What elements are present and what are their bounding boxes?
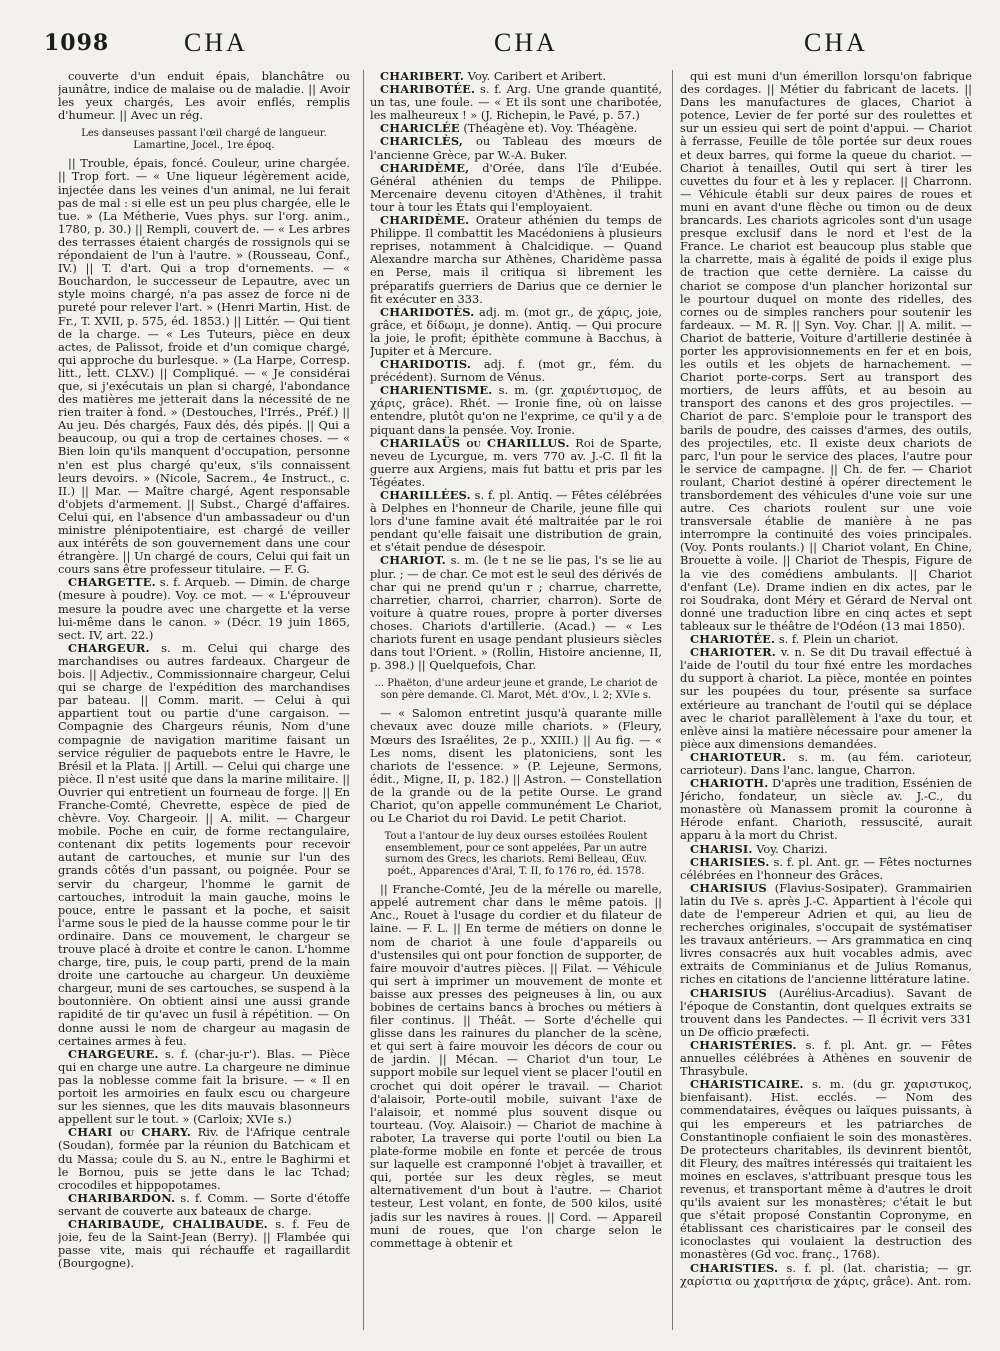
entry [58,157,350,576]
headword: CHARIOTEUR. [690,749,787,764]
entry [58,70,350,122]
entry-text: D'après une tradition, Essénien de Jéricho, fondateur, un siècle av. J.-C., du monastère où Manassem promit la couronne à Hérode enfant. Charioth, ressuscité, aurait apparu à la mort du Christ. [680,776,972,843]
entry [370,554,662,672]
page-header [44,22,960,62]
headword: CHARGETTE. [68,575,156,590]
running-head-left: CHA [184,28,248,57]
page-number: 1098 [44,30,110,56]
entry-text: ou Tableau des mœurs de l'ancienne Grèce, par W.-A. Buker. [370,134,662,162]
entry [370,306,662,358]
entry [58,1192,350,1218]
entry-text: (Flavius-Sosipater). Grammairien latin du IVe s. après J.-C. Appartient à l'école qui date de l'empereur Adrien et qui, au lieu de recherches originales, s'occupait de systématiser les travaux antérieurs. — Ars grammatica en cinq livres consacrés aux huit vocables admis, avec extraits de Comminianus et de Julius Romanus, riches en citations de l'ancienne littérature latine. [680,880,972,987]
entry [58,1048,350,1127]
running-head-right: CHA [804,28,868,57]
headword: CHARI ou CHARY. [68,1125,191,1140]
entry-text: Tout a l'antour de luy deux ourses estoilées Roulent ensemblement, pour ce sont appelées, Par un autre surnom des Grecs, les chariots. Remi Belleau, Œuv. poét., Apparences d'Aral, T. II, fo 176 ro, éd. 1578. [384,831,648,877]
headword: CHARILLÉES. [380,488,471,502]
headword: CHARISTÉRIES. [690,1037,797,1052]
entry-text: d'Orée, dans l'île d'Eubée. Général athénien du temps de Philippe. Mercenaire devenu citoyen d'Athènes, il trahit tour à tour les États qui l'employaient. [370,160,662,214]
entry-text: qui est muni d'un émerillon lorsqu'on fabrique des cordages. || Métier du fabricant de lacets. || Dans les manufactures de glaces, Chariot à potence, Levier de fer porté sur des roulettes et sur un essieu qui sert de point d'appui. — Chariot à ferrasse, Feuille de tôle portée sur deux roues et deux barres, qui forme la queue du chariot. — Chariot à tenailles, Outil qui sert à tirer les cuvettes du four et à les y replacer. || Charronn. — Véhicule établi sur deux paires de roues et muni en avant d'une flèche ou timon ou de deux brancards. Les chariots agricoles sont d'un usage presque exclusif dans le nord et l'est de la France. Le chariot est beaucoup plus stable que la charrette, mais à égalité de poids il exige plus de traction que cette dernière. La caisse du chariot se compose d'un plancher horizontal sur le pourtour duquel on monte des ridelles, des cornes ou de simples ranchers pour soutenir les fardeaux. — M. R. || Syn. Voy. Char. || A. milit. — Chariot de batterie, Voiture d'artillerie destinée à porter les approvisionnements en fer et en bois, les outils et les objets de harnachement. — Chariot porte-corps. Sert au transport des mortiers, de leurs affûts, et au besoin au transport des canons et des gros projectiles. — Chariot de parc. S'emploie pour le transport des barils de poudre, des caisses d'armes, des outils, des projectiles, etc. Il existe deux chariots de parc, l'un pour le service des places, l'autre pour le service de campagne. || Ch. de fer. — Chariot roulant, Chariot destiné à opérer directement le transbordement des véhicules d'une voie sur une autre. Ces chariots roulent sur une voie transversale établie de manière à ne pas interrompre la continuité des voies principales. (Voy. Ponts roulants.) || Chariot volant, En Chine, Brouette à voile. || Chariot de Thespis, Figure de la vie des comédiens ambulants. || Chariot d'enfant (Le). Drame indien en dix actes, par le roi Soudraka, dont Méry et Gérard de Nerval ont donné une traduction libre en cinq actes et sept tableaux sur le théâtre de l'Odéon (13 mai 1850). [680,70,972,633]
headword: CHARIBARDON. [68,1190,176,1205]
entry-text: (Aurélius-Arcadius). Savant de l'époque de Constantin, dont quelques extraits se trouvent dans les Pandectes. — Il écrivit vers 331 un De officio præfecti. [680,985,972,1039]
headword: CHARIDOTÈS. [380,304,475,319]
entry [370,437,662,489]
headword: CHARISTIES. [690,1260,779,1275]
headword: CHARIOT. [380,553,446,568]
entry-text: Les danseuses passant l'œil chargé de langueur. Lamartine, Jocel., 1re époq. [81,128,327,151]
column-1 [58,70,350,1340]
entry [58,1126,350,1191]
entry-text: || Franche-Comté, Jeu de la mérelle ou marelle, appelé autrement char dans le même patois. || Anc., Rouet à l'usage du cordier et du filateur de laine. — F. L. || En terme de métiers on donne le nom de chariot à une foule d'appareils ou d'ustensiles qui ont pour fonction de supporter, de faire mouvoir d'autres pièces. || Filat. — Véhicule qui sert à imprimer un mouvement de monte et baisse aux presses des peigneuses à lin, ou aux bobines de certains bancs à broches ou métiers à filer continus. || Théât. — Sorte d'échelle qui glisse dans les rainures du plancher de la scène, et qui sert à faire mouvoir les décors de cour ou de jardin. || Mécan. — Chariot d'un tour, Le support mobile sur lequel vient se placer l'outil en crochet qui doit opérer le travail. — Chariot d'alaisoir, Porte-outil mobile, suivant l'axe de l'alaisoir, et nommé plus souvent disque ou tourteau. (Voy. Alaisoir.) — Chariot de machine à raboter, La traverse qui porte l'outil ou bien La plate-forme mobile en fonte et percée de trous sur laquelle est cramponné l'objet à travailler, et qui, portée sur les deux règles, se meut alternativement d'un bout à l'autre. — Chariot testeur, Lest volant, en fonte, de 500 kilos, usité jadis sur les navires à roues. || Cord. — Appareil muni de roues, que l'on charge selon le commettage à obtenir et [370,882,662,1250]
headword: CHARIDOTIS. [380,357,472,372]
entry-text: (Théagène et). Voy. Théagène. [463,121,638,136]
headword: CHARIDÈME. [380,213,470,228]
headword: CHARISIUS [690,880,767,895]
citation [370,678,662,701]
dictionary-columns [58,70,972,1340]
entry-text: s. m. (le t ne se lie pas, l's se lie au plur. ; — de char. Ce mot est le seul des dérivés de char qui ne prend qu'un r ; charrue, charrette, charretier, charroi, charrier, charron). Sorte de voiture à quatre roues, propre à porter diverses choses. Chariots d'artillerie. (Acad.) — « Les chariots furent en usage pendant plusieurs siècles dans tout l'Orient. » (Rollin, Histoire ancienne, II, p. 398.) || Quelquefois, Char. [370,553,662,673]
entry [680,70,972,633]
headword: CHARGEUR. [68,640,150,655]
entry-text: s. m. Celui qui charge des marchandises ou autres fardeaux. Chargeur de bois. || Adjectiv., Commissionnaire chargeur, Celui qui se charge de l'expédition des marchandises par bateau. || Comm. marit. — Celui à qui appartient tout ou partie d'une cargaison. — Compagnie des Chargeurs réunis, Nom d'une compagnie de navigation maritime faisant un service régulier de paquebots entre le Havre, le Brésil et la Plata. || Artill. — Celui qui charge une pièce. Il n'est usité que dans la marine militaire. || Ouvrier qui entretient un fourneau de forge. || En Franche-Comté, Chevrette, espèce de pied de chèvre. Voy. Chargeoir. || A. milit. — Chargeur mobile. Poche en cuir, de forme rectangulaire, contenant dix petits logements pour recevoir autant de cartouches, et munie sur l'un des grands côtés d'un passant, ou poignée. Pour se servir du chargeur, l'homme le garnit de cartouches, introduit la main gauche, moins le pouce, entre le passant et la poche, et saisit l'arme sous le pied de la hausse comme pour le tir ordinaire. Dans ce mouvement, le chargeur se trouve placé à droite et contre le canon. L'homme charge, tire, puis, le coup parti, prend de la main droite une cartouche au chargeur. Un deuxième chargeur, muni de ses cartouches, se suspend à la boutonnière. On obtient ainsi une aussi grande rapidité de tir qu'avec un fusil à répétition. — On donne aussi le nom de chargeur au magasin de certaines armes à feu. [58,640,350,1048]
headword: CHARIENTISME. [380,383,493,398]
headword: CHARIOTER. [690,645,776,660]
entry-text: couverte d'un enduit épais, blanchâtre ou jaunâtre, indice de malaise ou de maladie. || Avoir les yeux chargés, Les avoir enflés, remplis d'humeur. || Avec un rég. [58,70,350,123]
entry [58,1218,350,1270]
entry [370,707,662,825]
entry-text: adj. f. (mot gr., fém. du précédent). Surnom de Vénus. [370,357,662,385]
entry-text: s. f. Feu de joie, feu de la Saint-Jean (Berry). || Flambée qui passe vite, mais qui réchauffe et ragaillardit (Bourgogne). [58,1216,350,1271]
column-3 [680,70,972,1340]
entry-text: s. f. (char-ju-r'). Blas. — Pièce qui en charge une autre. La chargeure ne diminue pas la noblesse comme fait la brisure. — « Il en portoit les armoiries en faulx escu ou chargeure sur les siennes, que les dits mauvais blasonneurs appellent sur le tout. » (Carloix; XVIe s.) [58,1046,350,1127]
entry-text: adj. m. (mot gr., de χάρις, joie, grâce, et δίδωμι, je donne). Antiq. — Qui procure la joie, le profit; épithète commune à Bacchus, à Jupiter et à Mercure. [370,304,662,358]
entry-text: s. m. (du gr. χαριστικος, bienfaisant). Hist. ecclés. — Nom des commendataires, évêques ou laïques puissants, à qui les empereurs et les patriarches de Constantinople confiaient le soin des monastères. De protecteurs charitables, ils devinrent bientôt, dit Fleury, des maîtres intéressés qui traitaient les moines en esclaves, s'attribuant presque tous les revenus, et transportant même à d'autres le droit qu'ils avaient sur les monastères; c'était le but que s'était proposé Constantin Copronyme, en établissant ces charisticaires par le conseil des iconoclastes qui voulaient la destruction des monastères (Gd voc. franç., 1768). [680,1077,972,1262]
entry-text: s. f. Plein un chariot. [778,632,899,647]
headword: CHARISIUS [690,985,767,1000]
entry-text: || Trouble, épais, foncé. Couleur, urine chargée. || Trop fort. — « Une liqueur légèrement acide, injectée dans les veines d'un animal, ne lui ferait pas de mal : si elle est un peu plus chargée, elle le tue. » (La Métherie, Vues phys. sur l'org. anim., 1780, p. 30.) || Rempli, couvert de. — « Les arbres des terrasses étaient chargés de rossignols qui se répondaient de l'un à l'autre. » (Rousseau, Conf., IV.) || T. d'art. Qui a trop d'ornements. — « Bouchardon, le successeur de Lepautre, avec un style moins chargé, n'a pas assez de force ni de pureté pour relever l'art. » (Henri Martin, Hist. de Fr., T. XVII, p. 575, éd. 1853.) || Littér. — Qui tient de la charge. — « Les Tuteurs, pièce en deux actes, de Palissot, froide et d'un comique chargé, qui approche du burlesque. » (La Harpe, Corresp. litt., lett. CLXV.) || Compliqué. — « Je considérai que, si j'exécutais un plan si chargé, l'abondance des matières me jetterait dans la nécessité de ne rien traiter à fond. » (Destouches, l'Irrés., Préf.) || Au jeu. Dés chargés, Faux dés, dés pipés. || Qui a beaucoup, ou qui a trop de certaines choses. — « Bien loin qu'ils manquent d'occupation, personne n'en est plus chargé qu'eux, s'ils connaissent leurs devoirs. » (Nicole, Sacrem., 4e Instruct., c. II.) || Mar. — Maître chargé, Agent responsable d'objets d'armement. || Subst., Chargé d'affaires. Celui qui, en l'absence d'un ambassadeur ou d'un ministre plénipotentiaire, est chargé de veiller aux intérêts de son gouvernement dans une cour étrangère. || Un chargé de cours, Celui qui fait un cours sans être professeur titulaire. — F. G. [58,156,350,577]
entry-text: Orateur athénien du temps de Philippe. Il combattit les Macédoniens à plusieurs reprises, notamment à Chalcidique. — Quand Alexandre marcha sur Athènes, Charidème passa en Perse, mais il critiqua si librement les préparatifs guerriers de Darius que ce dernier le fit exécuter en 333. [370,213,662,306]
entry [680,1078,972,1261]
headword: CHARIOTH. [690,776,769,791]
headword: CHARILAÜS ou CHARILLUS. [380,435,570,450]
headword: CHARISI. [690,841,753,856]
entry [680,751,972,777]
headword: CHARIDÈME, [380,160,470,175]
entry [680,777,972,842]
entry [680,1262,972,1288]
headword: CHARISTICAIRE. [690,1077,804,1092]
entry [370,214,662,306]
entry [370,883,662,1250]
headword: CHARIBAUDE, CHALIBAUDE. [68,1216,268,1231]
headword: CHARICLÉE [380,121,460,136]
entry-text: s. f. pl. Antiq. — Fêtes célébrées à Delphes en l'honneur de Charile, jeune fille qui lors d'une famine avait été maltraitée par le roi pendant qu'elle faisait une distribution de grain, et s'était pendue de désespoir. [370,488,662,555]
entry [370,162,662,214]
entry [370,83,662,122]
citation [58,128,350,151]
entry-text: s. f. pl. Ant. gr. — Fêtes nocturnes célébrées en l'honneur des Grâces. [680,854,972,882]
entry-text: s. f. Arg. Une grande quantité, un tas, une foule. — « Et ils sont une charibotée, les malheureux ! » (J. Richepin, le Pavé, p. 57.) [370,82,662,123]
headword: CHARISIES. [690,854,770,869]
column-2 [370,70,662,1340]
headword: CHARGEURE. [68,1046,159,1061]
entry [370,135,662,161]
entry-text: ... Phaëton, d'une ardeur jeune et grande, Le chariot de son père demande. Cl. Marot, Mét. d'Ov., l. 2; XVIe s. [374,678,658,701]
entry [58,642,350,1048]
entry-text: s. m. (gr. χαριέντισμος, de χάρις, grâce). Rhét. — Ironie fine, où on laisse entendre, plutôt qu'on ne l'exprime, ce qu'il y a de piquant dans la pensée. Voy. Ironie. [370,383,662,437]
headword: CHARIBERT. [380,70,465,83]
entry [370,384,662,436]
entry-text: Voy. Charizi. [756,841,828,856]
headword: CHARICLÈS, [380,134,464,149]
entry-text: v. n. Se dit Du travail effectué à l'aide de l'outil du tour fixé entre les mordaches du support à chariot. La pièce, montée en pointes sur les poupées du tour, présente sa surface extérieure au tranchant de l'outil qui se déplace avec le chariot parallèlement à l'axe du tour, et enlève ainsi la matière nécessaire pour amener la pièce aux dimensions demandées. [680,645,972,751]
entry [680,646,972,751]
entry [370,358,662,384]
running-head-center: CHA [494,28,558,57]
entry-text: Roi de Sparte, neveu de Lycurgue, m. vers 770 av. J.-C. Il fit la guerre aux Argiens, mais fut battu et pris par les Tégéates. [370,435,662,489]
entry [680,856,972,882]
entry-text: s. f. pl. (lat. charistia; — gr. χαρίστια ou χαριτήσια de χάρις, grâce). Ant. rom. [680,1260,972,1288]
entry [680,882,972,987]
entry [370,489,662,554]
entry-text: — « Salomon entretint jusqu'à quarante mille chevaux avec douze mille chariots. » (Fleury, Mœurs des Israélites, 2e p., XXIII.) || Au fig. — « Les noms, disent les platoniciens, sont les chariots de l'essence. » (P. Lejeune, Sermons, édit., Migne, II, p. 182.) || Astron. — Constellation de la grande ou de la petite Ourse. Le grand Chariot, qu'on appelle communément Le Chariot, ou Le Chariot du roi David. Le petit Chariot. [370,706,662,826]
entry [680,1039,972,1078]
entry-text: s. f. pl. Ant. gr. — Fêtes annuelles célébrées à Athènes en souvenir de Thrasybule. [680,1037,972,1079]
citation [370,831,662,877]
headword: CHARIBOTÉE. [380,82,476,97]
entry-text: Voy. Caribert et Aribert. [467,70,607,83]
entry-text: s. f. Comm. — Sorte d'étoffe servant de couverte aux bateaux de charge. [58,1190,350,1218]
entry-text: s. m. (au fém. carioteur, carrioteur). Dans l'anc. langue, Charron. [680,749,972,777]
headword: CHARIOTÉE. [690,632,776,647]
entry-text: s. f. Arqueb. — Dimin. de charge (mesure à poudre). Voy. ce mot. — « L'éprouveur mesure la poudre avec une chargette et la verse lui-même dans le canon. » (Décr. 19 juin 1865, sect. IV, art. 22.) [58,575,350,642]
entry [680,987,972,1039]
entry-text: Riv. de l'Afrique centrale (Soudan), formée par la réunion du Batchicam et du Massa; coule du S. au N., entre le Baghirmi et le Bornou, puis se jette dans le lac Tchad; crocodiles et hippopotames. [58,1125,350,1192]
entry [58,576,350,641]
